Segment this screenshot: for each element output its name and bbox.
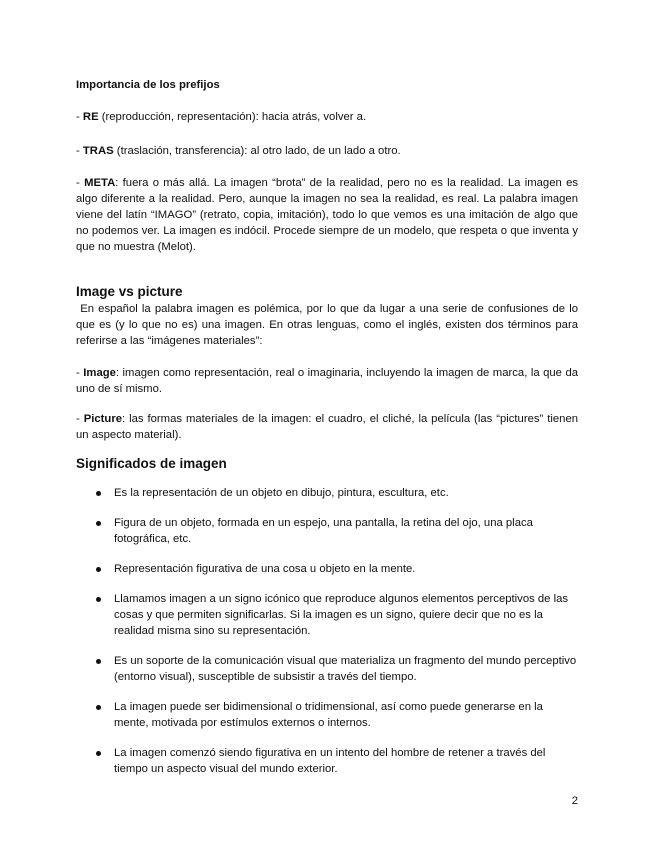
dash: - [76,413,84,425]
intro-paragraph: En español la palabra imagen es polémica, por lo que da lugar a una serie de confusiones de lo que es (y lo que no es) una imagen. En otras lenguas, como el inglés, existen dos términos para referirse a las “imágenes materiales”: [76,303,582,347]
heading-image-vs-picture: Image vs picture [76,284,183,299]
heading-significados: Significados de imagen [76,456,227,471]
list-item [76,699,578,731]
bullet-icon [96,659,101,664]
list-item-text: Es la representación de un objeto en dibujo, pintura, escultura, etc. [114,487,449,499]
list-item [76,745,578,777]
prefix-tras-paragraph [76,143,578,159]
list-item-text: Es un soporte de la comunicación visual que materializa un fragmento del mundo perceptivo (entorno visual), susceptible de subsistir a través del tiempo. [114,655,577,683]
significados-list [76,485,578,791]
def-picture-term: Picture [83,413,123,425]
prefix-meta-term: META [84,177,116,189]
list-item [76,591,578,639]
prefix-tras-definition: (traslación, transferencia): al otro lado, de un lado a otro. [113,145,401,157]
prefix-re-term: RE [82,111,99,123]
prefix-re-definition: (reproducción, representación): hacia atrás, volver a. [98,111,367,123]
list-item-text: Figura de un objeto, formada en un espejo, una pantalla, la retina del ojo, una placa fotográfica, etc. [114,517,533,545]
list-item [76,485,578,501]
dash: - [76,145,83,157]
bullet-icon [96,521,101,526]
def-image-term: Image [83,367,116,379]
list-item-text: Llamamos imagen a un signo icónico que reproduce algunos elementos perceptivos de las cosas y que permiten significarlas. Si la imagen es un signo, quiere decir que no es la realidad misma sino su representación. [114,593,569,637]
def-picture-paragraph [76,411,578,443]
bullet-icon [96,597,101,602]
def-image-definition: : imagen como representación, real o imaginaria, incluyendo la imagen de marca, la que da uno de sí mismo. [76,367,579,395]
prefix-meta-definition: : fuera o más allá. La imagen “brota” de la realidad, pero no es la realidad. La imagen es algo diferente a la realidad. Pero, aunque la imagen no sea la realidad, es real. La palabra imagen viene del latín “IMAGO” (retrato, copia, imitación), todo lo que vemos es una imitación de algo que no podemos ver. La imagen es indócil. Procede siempre de un modelo, que respeta o que inventa y que no muestra (Melot). [76,177,578,253]
def-image-paragraph [76,365,578,397]
list-item-text: La imagen comenzó siendo figurativa en un intento del hombre de retener a través del tiempo un aspecto visual del mundo exterior. [114,747,546,775]
bullet-icon [96,705,101,710]
heading-importancia-prefijos: Importancia de los prefijos [76,79,220,91]
bullet-icon [96,491,101,496]
dash: - [76,177,85,189]
list-item [76,561,578,577]
page-number: 2 [571,795,578,807]
dash: - [76,367,84,379]
dash: - [76,111,83,123]
list-item-text: La imagen puede ser bidimensional o tridimensional, así como puede generarse en la mente, motivada por estímulos externos o internos. [114,701,543,729]
prefix-meta-paragraph [76,175,578,255]
prefix-tras-term: TRAS [82,145,114,157]
list-item [76,515,578,547]
bullet-icon [96,567,101,572]
bullet-icon [96,751,101,756]
prefix-re-paragraph [76,109,578,125]
def-picture-definition: : las formas materiales de la imagen: el cuadro, el cliché, la película (las “pictures” tienen un aspecto material). [76,413,579,441]
list-item [76,653,578,685]
list-item-text: Representación figurativa de una cosa u objeto en la mente. [114,563,416,575]
